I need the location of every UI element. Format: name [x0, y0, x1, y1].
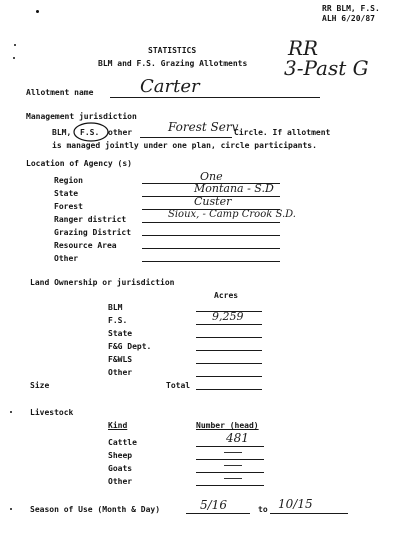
livestock-other-label: Other [108, 477, 133, 486]
form-subtitle: BLM and F.S. Grazing Allotments [98, 59, 248, 68]
management-circled-option: F.S. [80, 128, 100, 137]
season-start-value: 5/16 [200, 498, 227, 512]
handwritten-code-line1: RR [288, 36, 319, 60]
fs-acres-line [196, 324, 262, 325]
management-other-value: Forest Serv [168, 120, 239, 134]
land-other-acres-line [196, 376, 262, 377]
agency-label: Location of Agency (s) [26, 159, 132, 168]
size-label: Size [30, 381, 50, 390]
scan-speck [13, 57, 15, 59]
agency-other-label: Other [54, 254, 79, 263]
scan-speck [14, 44, 16, 46]
season-of-use-label: Season of Use (Month & Day) [30, 505, 161, 514]
season-end-line [270, 513, 348, 514]
fwls-acres-line [196, 363, 262, 364]
form-title: STATISTICS [148, 46, 197, 55]
resource-area-label: Resource Area [54, 241, 117, 250]
management-label: Management jurisdiction [26, 112, 137, 121]
total-acres-line [196, 389, 262, 390]
fwls-label: F&WLS [108, 355, 133, 364]
fs-label: F.S. [108, 316, 128, 325]
total-label: Total [166, 381, 191, 390]
forest-label: Forest [54, 202, 83, 211]
region-value: One [200, 170, 223, 183]
cattle-line [196, 446, 264, 447]
season-start-line [186, 513, 250, 514]
fg-dept-acres-line [196, 350, 262, 351]
state-label: State [54, 189, 79, 198]
form-code-line1: RR BLM, F.S. [322, 4, 380, 13]
scan-speck [10, 411, 12, 413]
forest-value: Custer [194, 195, 232, 208]
season-end-value: 10/15 [278, 497, 313, 511]
livestock-other-dash [224, 478, 242, 479]
allotment-name-line [110, 97, 320, 98]
goats-label: Goats [108, 464, 133, 473]
resource-area-line [142, 248, 280, 249]
management-other-line [140, 137, 232, 138]
fs-acres-value: 9,259 [212, 310, 244, 323]
livestock-other-line [196, 485, 264, 486]
region-label: Region [54, 176, 83, 185]
agency-other-line [142, 261, 280, 262]
form-code-line2: ALH 6/20/87 [322, 14, 375, 23]
fg-dept-label: F&G Dept. [108, 342, 152, 351]
scan-speck [36, 10, 39, 13]
scan-speck [10, 508, 12, 510]
ranger-district-value: Sioux, - Camp Crook S.D. [168, 209, 296, 220]
allotment-label: Allotment name [26, 88, 94, 97]
management-instruction-1: Circle. If allotment [234, 128, 331, 137]
management-instruction-2: is managed jointly under one plan, circle participants. [52, 141, 317, 150]
sheep-dash [224, 452, 242, 453]
state-value: Montana - S.D [194, 182, 274, 195]
sheep-line [196, 459, 264, 460]
handwritten-code-line2: 3-Past G [284, 56, 369, 80]
land-other-label: Other [108, 368, 133, 377]
grazing-district-label: Grazing District [54, 228, 132, 237]
state-acres-line [196, 337, 262, 338]
grazing-district-line [142, 235, 280, 236]
sheep-label: Sheep [108, 451, 133, 460]
management-other-label: other [108, 128, 133, 137]
acres-header: Acres [214, 291, 239, 300]
state-land-label: State [108, 329, 133, 338]
ranger-district-label: Ranger district [54, 215, 127, 224]
kind-header: Kind [108, 421, 128, 430]
livestock-label: Livestock [30, 408, 74, 417]
blm-label: BLM [108, 303, 123, 312]
season-to-label: to [258, 505, 268, 514]
cattle-label: Cattle [108, 438, 137, 447]
land-ownership-label: Land Ownership or jurisdiction [30, 278, 175, 287]
number-head-header: Number (head) [196, 421, 259, 430]
allotment-name-value: Carter [140, 76, 200, 97]
ranger-district-line [142, 222, 280, 223]
management-options-prefix: BLM, [52, 128, 72, 137]
goats-line [196, 472, 264, 473]
cattle-value: 481 [226, 431, 249, 445]
goats-dash [224, 465, 242, 466]
